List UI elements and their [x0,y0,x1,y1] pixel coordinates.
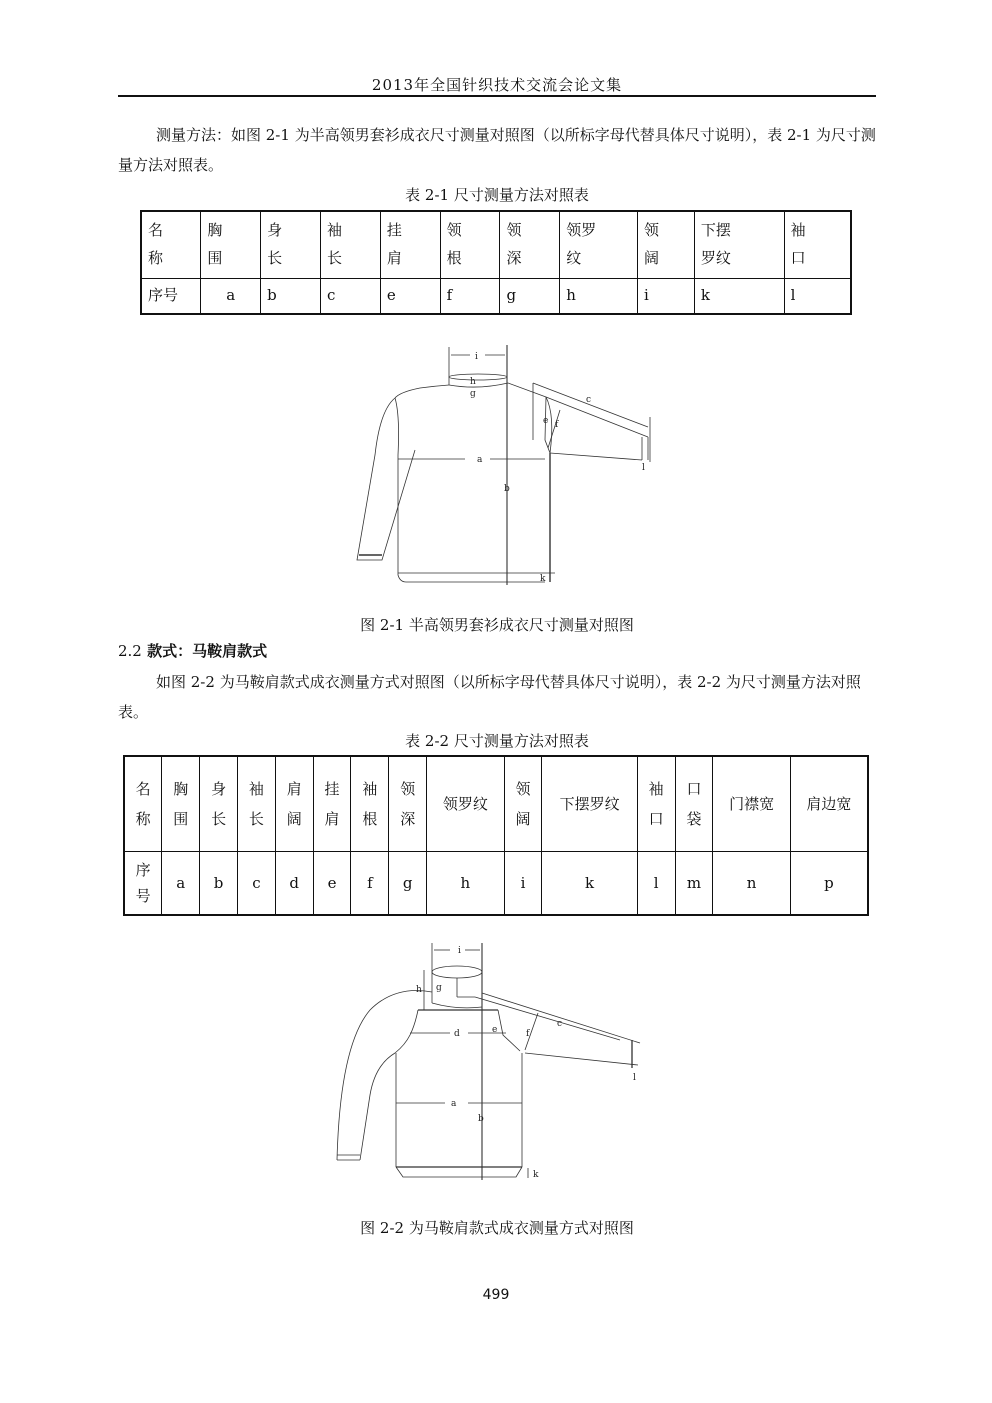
cell-text-line: l [653,874,659,892]
fig2-label-l: l [633,1073,636,1083]
table-2-2-code-cell [275,852,313,916]
cell-text-line: f [367,874,373,892]
fig1-label-i: i [475,352,478,362]
table-2-1-code-cell: e [380,279,440,315]
table-2-1-name-cell [500,211,560,279]
table-2-2-code-cell [313,852,351,916]
cell-text-line: 袖 [248,780,264,798]
fig2-label-i: i [458,946,461,956]
table-2-1-code-cell: i [638,279,695,315]
table-2-1-code-cell: k [694,279,784,315]
cell-text-line: d [289,874,300,892]
table-2-1-name-cell [440,211,500,279]
fig1-label-g: g [470,389,476,399]
table-2-2-code-cell [504,852,542,916]
cell-text-line: 胸 [173,780,189,798]
cell-text-line: 肩 [324,810,340,828]
intro-paragraph: 测量方法：如图 2-1 为半高领男套衫成衣尺寸测量对照图（以所标字母代替具体尺寸说明），表 2-1 为尺寸测量方法对照表。 [118,126,876,174]
cell-text-line: 领罗纹 [442,795,488,813]
cell-text-line: 称 [135,810,151,828]
table-2-1-name-cell [141,211,201,279]
cell-text-line: e [327,874,337,892]
fig2-label-g: g [436,983,442,993]
cell-text-line: 深 [506,249,522,267]
cell-text-line: 号 [135,887,151,905]
figure-2-1-sweater-diagram [340,335,670,590]
table-2-1-name-cell [380,211,440,279]
figure-2-2-raglan-sweater-diagram [320,935,660,1180]
table-2-1 [140,210,852,315]
table-2-2-name-cell [200,756,238,852]
section-paragraph: 如图 2-2 为马鞍肩款式成衣测量方式对照图（以所标字母代替具体尺寸说明），表 2-2 为尺寸测量方法对照表。 [118,673,861,721]
cell-text-line: h [460,874,471,892]
table-2-1-code-cell: a [201,279,261,315]
cell-text-line: 称 [148,249,164,267]
fig2-label-e: e [492,1025,498,1035]
cell-text-line: 根 [446,249,462,267]
fig1-label-h: h [470,377,476,387]
table-2-2-code-cell [542,852,637,916]
cell-text-line: 深 [400,810,416,828]
table-2-2-code-row [124,852,868,916]
section-number: 2.2 [118,642,142,660]
cell-text-line: 长 [267,249,283,267]
table-2-1-name-cell [784,211,851,279]
fig2-label-d: d [454,1029,460,1039]
cell-text-line: 口 [686,780,702,798]
table-2-2-code-cell [637,852,675,916]
table-2-2-name-cell [313,756,351,852]
cell-text-line: i [520,874,526,892]
page-number: 499 [482,1287,510,1303]
fig2-label-f: f [526,1029,530,1039]
cell-text-line: n [746,874,757,892]
fig1-label-k: k [540,574,546,584]
cell-text-line: 下摆罗纹 [559,795,620,813]
fig1-label-b: b [504,484,510,494]
table-2-2-name-cell [427,756,504,852]
cell-text-line: 身 [267,221,283,239]
table-2-1-name-cell [638,211,695,279]
table-2-1-code-cell: f [440,279,500,315]
cell-text-line: 阔 [644,249,660,267]
cell-text-line: 领 [400,780,416,798]
cell-text-line: c [252,874,261,892]
table-2-2-code-cell [713,852,790,916]
table-2-2-name-row [124,756,868,852]
table-2-2-name-cell [162,756,200,852]
cell-text-line: 长 [211,810,227,828]
fig2-label-b: b [478,1114,484,1124]
cell-text-line: 肩 [286,780,302,798]
fig2-label-k: k [533,1170,539,1180]
table-2-2-name-cell [124,756,162,852]
cell-text-line: 袖 [790,221,806,239]
table1-caption: 表 2-1 尺寸测量方法对照表 [405,186,589,204]
table-2-1-name-cell [201,211,261,279]
table-2-2-name-cell [237,756,275,852]
cell-text-line: 口 [790,249,806,267]
cell-text-line: 名 [135,780,151,798]
fig1-label-e: e [543,416,549,426]
cell-text-line: 名 [148,221,164,239]
cell-text-line: 身 [211,780,227,798]
cell-text-line: 围 [173,810,189,828]
table-2-2-name-cell [351,756,389,852]
cell-text-line: 领 [446,221,462,239]
cell-text-line: 门襟宽 [729,795,775,813]
fig2-label-a: a [451,1099,457,1109]
table-2-2-code-cell [351,852,389,916]
table-2-1-code-cell: h [560,279,638,315]
table-2-1-code-cell: c [320,279,380,315]
cell-text-line: 领罗 [566,221,597,239]
cell-text-line: 长 [326,249,342,267]
cell-text-line: 肩 [386,249,402,267]
table-2-2-name-cell [713,756,790,852]
table-2-2-name-cell [675,756,713,852]
table-2-2-code-cell [389,852,427,916]
cell-text-line: 纹 [566,249,582,267]
cell-text-line: 领 [644,221,660,239]
table-2-1-code-cell: b [261,279,321,315]
table-2-2-name-cell [275,756,313,852]
table-2-2 [123,755,869,916]
cell-text-line: 领 [515,780,531,798]
cell-text-line: p [824,874,834,892]
figure2-caption: 图 2-2 为马鞍肩款式成衣测量方式对照图 [360,1219,634,1237]
cell-text-line: k [585,874,595,892]
cell-text-line: 袋 [686,810,702,828]
table-2-1-code-cell: g [500,279,560,315]
table-2-2-name-cell [504,756,542,852]
cell-text-line: 袖 [648,780,664,798]
cell-text-line: 挂 [324,780,340,798]
cell-text-line: 围 [207,249,223,267]
cell-text-line: 根 [362,810,378,828]
cell-text-line: 胸 [207,221,223,239]
cell-text-line: 袖 [326,221,342,239]
table-2-2-code-cell [162,852,200,916]
cell-text-line: 序 [135,861,151,879]
table-2-2-code-cell [124,852,162,916]
fig1-label-f: f [555,420,559,430]
running-header: 2013年全国针织技术交流会论文集 [371,76,623,94]
cell-text-line: 阔 [286,810,302,828]
table2-caption: 表 2-2 尺寸测量方法对照表 [405,732,589,750]
table-2-2-code-cell [237,852,275,916]
table-2-2-name-cell [389,756,427,852]
table-2-2-name-cell [542,756,637,852]
cell-text-line: 长 [248,810,264,828]
table-2-2-code-cell [427,852,504,916]
table-2-1-code-cell: 序号 [141,279,201,315]
fig2-label-c: c [557,1019,563,1029]
cell-text-line: 阔 [515,810,531,828]
cell-text-line: 袖 [362,780,378,798]
table-2-1-name-cell [560,211,638,279]
cell-text-line: 口 [648,810,664,828]
header-rule [118,95,876,97]
table-2-1-name-cell [694,211,784,279]
table-2-2-name-cell [637,756,675,852]
cell-text-line: 下摆 [700,221,731,239]
figure1-caption: 图 2-1 半高领男套衫成衣尺寸测量对照图 [360,616,634,634]
table-2-1-code-cell: l [784,279,851,315]
table-2-2-code-cell [790,852,868,916]
table-2-1-name-cell [320,211,380,279]
table-2-2-name-cell [790,756,868,852]
fig2-label-h: h [416,985,422,995]
cell-text-line: 领 [506,221,522,239]
fig1-label-l: l [642,463,645,473]
table-2-1-name-cell [261,211,321,279]
cell-text-line: 罗纹 [700,249,731,267]
table-2-1-code-row [141,279,851,315]
cell-text-line: a [176,874,186,892]
table-2-2-code-cell [675,852,713,916]
cell-text-line: m [686,874,702,892]
fig1-label-a: a [477,455,483,465]
cell-text-line: g [402,874,413,892]
section-heading [118,640,267,661]
cell-text-line: 挂 [386,221,402,239]
table-2-1-name-row [141,211,851,279]
section-title: 款式：马鞍肩款式 [147,642,268,660]
cell-text-line: 肩边宽 [806,795,852,813]
table-2-2-code-cell [200,852,238,916]
cell-text-line: b [213,874,224,892]
fig1-label-c: c [586,395,592,405]
